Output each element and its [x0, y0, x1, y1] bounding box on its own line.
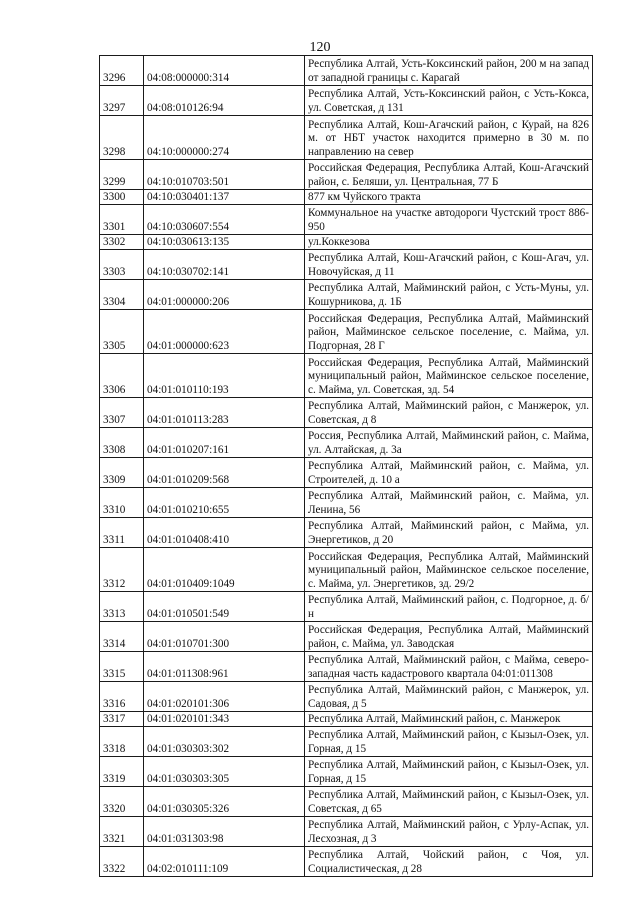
address-cell: 877 км Чуйского тракта	[305, 190, 593, 205]
table-row	[100, 250, 593, 280]
address-cell: ул.Коккезова	[305, 235, 593, 250]
address-cell: Республика Алтай, Кош-Агачский район, с Курай, на 826 м. от НБТ участок находится примерно в 30 м. по направлению на север	[305, 116, 593, 160]
address-cell: Российская Федерация, Республика Алтай, Майминский муниципальный район, Майминское сельское поселение, с. Майма, ул. Советская, зд. 54	[305, 354, 593, 398]
address-cell: Республика Алтай, Кош-Агачский район, с Кош-Агач, ул. Новочуйская, д 11	[305, 250, 593, 280]
address-cell: Республика Алтай, Майминский район, с Кызыл-Озек, ул. Горная, д 15	[305, 727, 593, 757]
row-number-cell: 3312	[100, 548, 144, 592]
row-number-cell: 3303	[100, 250, 144, 280]
row-number-cell: 3308	[100, 428, 144, 458]
cadastral-number-cell: 04:01:000000:206	[144, 280, 305, 310]
cadastral-number-cell: 04:10:030613:135	[144, 235, 305, 250]
address-cell: Российская Федерация, Республика Алтай, Кош-Агачский район, с. Беляши, ул. Центральная, 77 Б	[305, 160, 593, 190]
row-number-cell: 3306	[100, 354, 144, 398]
table-row	[100, 622, 593, 652]
table-row	[100, 458, 593, 488]
table-row	[100, 86, 593, 116]
table-row	[100, 847, 593, 877]
table-row	[100, 652, 593, 682]
address-cell: Республика Алтай, Чойский район, с Чоя, ул. Социалистическая, д 28	[305, 847, 593, 877]
registry-table-body	[100, 56, 593, 877]
address-cell: Республика Алтай, Майминский район, с. Подгорное, д. б/н	[305, 592, 593, 622]
registry-table	[99, 55, 593, 877]
table-row	[100, 727, 593, 757]
table-row	[100, 235, 593, 250]
cadastral-number-cell: 04:10:000000:274	[144, 116, 305, 160]
row-number-cell: 3321	[100, 817, 144, 847]
row-number-cell: 3297	[100, 86, 144, 116]
cadastral-number-cell: 04:01:010409:1049	[144, 548, 305, 592]
address-cell: Россия, Республика Алтай, Майминский район, с. Майма, ул. Алтайская, д. 3а	[305, 428, 593, 458]
table-row	[100, 757, 593, 787]
row-number-cell: 3310	[100, 488, 144, 518]
table-row	[100, 56, 593, 86]
row-number-cell: 3322	[100, 847, 144, 877]
table-row	[100, 160, 593, 190]
table-row	[100, 518, 593, 548]
address-cell: Республика Алтай, Майминский район, с Манжерок, ул. Садовая, д 5	[305, 682, 593, 712]
table-row	[100, 280, 593, 310]
address-cell: Республика Алтай, Майминский район, с. Манжерок	[305, 712, 593, 727]
cadastral-number-cell: 04:01:010210:655	[144, 488, 305, 518]
table-row	[100, 817, 593, 847]
cadastral-number-cell: 04:01:000000:623	[144, 310, 305, 354]
table-row	[100, 548, 593, 592]
cadastral-number-cell: 04:01:020101:343	[144, 712, 305, 727]
row-number-cell: 3311	[100, 518, 144, 548]
page-number: 120	[309, 40, 331, 55]
cadastral-number-cell: 04:01:030303:305	[144, 757, 305, 787]
address-cell: Коммунальное на участке автодороги Чустский трост 886-950	[305, 205, 593, 235]
address-cell: Республика Алтай, Усть-Коксинский район, с Усть-Кокса, ул. Советская, д 131	[305, 86, 593, 116]
row-number-cell: 3299	[100, 160, 144, 190]
table-row	[100, 488, 593, 518]
cadastral-number-cell: 04:01:020101:306	[144, 682, 305, 712]
address-cell: Республика Алтай, Майминский район, с Урлу-Аспак, ул. Лесхозная, д 3	[305, 817, 593, 847]
cadastral-number-cell: 04:01:030303:302	[144, 727, 305, 757]
row-number-cell: 3304	[100, 280, 144, 310]
address-cell: Республика Алтай, Майминский район, с Усть-Муны, ул. Кошурникова, д. 1Б	[305, 280, 593, 310]
cadastral-number-cell: 04:02:010111:109	[144, 847, 305, 877]
cadastral-number-cell: 04:10:030702:141	[144, 250, 305, 280]
address-cell: Республика Алтай, Усть-Коксинский район, 200 м на запад от западной границы с. Карагай	[305, 56, 593, 86]
cadastral-number-cell: 04:01:010701:300	[144, 622, 305, 652]
address-cell: Республика Алтай, Майминский район, с. Майма, ул. Строителей, д. 10 а	[305, 458, 593, 488]
address-cell: Российская Федерация, Республика Алтай, Майминский муниципальный район, Майминское сельское поселение, с. Майма, ул. Энергетиков, зд. 29/2	[305, 548, 593, 592]
cadastral-number-cell: 04:08:000000:314	[144, 56, 305, 86]
cadastral-number-cell: 04:01:031303:98	[144, 817, 305, 847]
row-number-cell: 3315	[100, 652, 144, 682]
table-row	[100, 190, 593, 205]
table-row	[100, 205, 593, 235]
cadastral-number-cell: 04:01:010113:283	[144, 398, 305, 428]
cadastral-number-cell: 04:01:010408:410	[144, 518, 305, 548]
row-number-cell: 3317	[100, 712, 144, 727]
row-number-cell: 3316	[100, 682, 144, 712]
row-number-cell: 3298	[100, 116, 144, 160]
cadastral-number-cell: 04:10:010703:501	[144, 160, 305, 190]
table-row	[100, 398, 593, 428]
address-cell: Республика Алтай, Майминский район, с Кызыл-Озек, ул. Советская, д 65	[305, 787, 593, 817]
row-number-cell: 3314	[100, 622, 144, 652]
cadastral-number-cell: 04:01:010209:568	[144, 458, 305, 488]
row-number-cell: 3302	[100, 235, 144, 250]
row-number-cell: 3300	[100, 190, 144, 205]
cadastral-number-cell: 04:01:010207:161	[144, 428, 305, 458]
row-number-cell: 3319	[100, 757, 144, 787]
row-number-cell: 3301	[100, 205, 144, 235]
table-row	[100, 310, 593, 354]
cadastral-number-cell: 04:10:030607:554	[144, 205, 305, 235]
table-row	[100, 354, 593, 398]
row-number-cell: 3309	[100, 458, 144, 488]
address-cell: Республика Алтай, Майминский район, с Майма, северо-западная часть кадастрового квартала 04:01:011308	[305, 652, 593, 682]
address-cell: Республика Алтай, Майминский район, с. Майма, ул. Ленина, 56	[305, 488, 593, 518]
cadastral-number-cell: 04:10:030401:137	[144, 190, 305, 205]
cadastral-number-cell: 04:01:030305:326	[144, 787, 305, 817]
table-row	[100, 116, 593, 160]
table-row	[100, 712, 593, 727]
row-number-cell: 3313	[100, 592, 144, 622]
cadastral-number-cell: 04:08:010126:94	[144, 86, 305, 116]
row-number-cell: 3307	[100, 398, 144, 428]
row-number-cell: 3320	[100, 787, 144, 817]
address-cell: Республика Алтай, Майминский район, с Майма, ул. Энергетиков, д 20	[305, 518, 593, 548]
cadastral-number-cell: 04:01:010501:549	[144, 592, 305, 622]
address-cell: Республика Алтай, Майминский район, с Кызыл-Озек, ул. Горная, д 15	[305, 757, 593, 787]
table-row	[100, 428, 593, 458]
table-row	[100, 592, 593, 622]
table-row	[100, 682, 593, 712]
address-cell: Российская Федерация, Республика Алтай, Майминский район, Майминское сельское поселение, с. Майма, ул. Подгорная, 28 Г	[305, 310, 593, 354]
address-cell: Российская Федерация, Республика Алтай, Майминский район, с. Майма, ул. Заводская	[305, 622, 593, 652]
table-row	[100, 787, 593, 817]
address-cell: Республика Алтай, Майминский район, с Манжерок, ул. Советская, д 8	[305, 398, 593, 428]
cadastral-number-cell: 04:01:011308:961	[144, 652, 305, 682]
row-number-cell: 3318	[100, 727, 144, 757]
row-number-cell: 3296	[100, 56, 144, 86]
row-number-cell: 3305	[100, 310, 144, 354]
cadastral-number-cell: 04:01:010110:193	[144, 354, 305, 398]
